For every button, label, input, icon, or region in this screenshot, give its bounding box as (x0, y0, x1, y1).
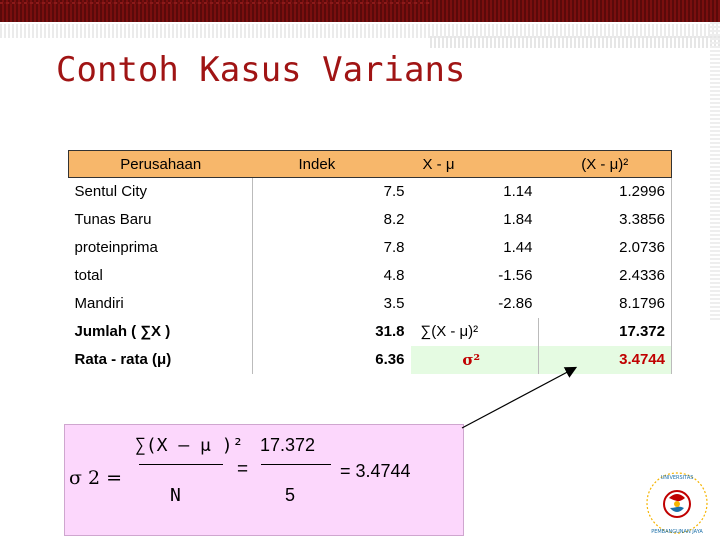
row-indek: 4.8 (253, 262, 411, 290)
formula-sum-value: 17.372 (260, 435, 316, 455)
sum-squares-value: 17.372 (539, 318, 672, 346)
row-company: proteinprima (74, 239, 158, 256)
row-company: Tunas Baru (74, 211, 152, 228)
variance-symbol (411, 346, 539, 374)
formula-result: = 3.4744 (340, 461, 411, 481)
formula-denominator: N (170, 485, 181, 506)
variance-value: 3.4744 (539, 346, 672, 374)
formula-numerator: ∑(X – μ )² (135, 435, 244, 456)
row-company: Mandiri (74, 295, 124, 312)
table-row (69, 234, 672, 262)
row-deviation: -1.56 (411, 262, 539, 290)
row-squared: 1.2996 (539, 178, 672, 206)
sum-label: Jumlah ( ∑X ) (74, 323, 171, 340)
row-indek: 7.8 (253, 234, 411, 262)
arrow-line (462, 368, 575, 428)
fraction-line (139, 464, 223, 465)
table-row (69, 178, 672, 206)
row-deviation: 1.84 (411, 206, 539, 234)
header-indek: Indek (253, 151, 411, 178)
average-value: 6.36 (253, 346, 411, 374)
average-row (69, 346, 672, 374)
row-deviation: 1.44 (411, 234, 539, 262)
sum-value: 31.8 (253, 318, 411, 346)
average-label: Rata - rata (μ) (74, 351, 172, 368)
row-deviation: 1.14 (411, 178, 539, 206)
sum-row (69, 318, 672, 346)
slide-title: Contoh Kasus Varians (56, 50, 466, 90)
formula-n-value: 5 (285, 485, 296, 505)
table-row (69, 262, 672, 290)
row-company: total (74, 267, 103, 284)
top-decorative-bar (0, 0, 720, 22)
sigma-squared-label: σ² (462, 350, 481, 369)
formula-lhs: σ 2 = (69, 467, 123, 489)
table-row (69, 290, 672, 318)
variance-formula-box (64, 424, 464, 536)
row-indek: 7.5 (253, 178, 411, 206)
header-deviation: X - μ (411, 151, 539, 178)
table-row (69, 206, 672, 234)
row-squared: 8.1796 (539, 290, 672, 318)
row-squared: 2.4336 (539, 262, 672, 290)
row-company: Sentul City (74, 183, 148, 201)
row-deviation: -2.86 (411, 290, 539, 318)
variance-table (68, 150, 672, 374)
row-squared: 2.0736 (539, 234, 672, 262)
sum-squares-label: ∑(X - μ)² (411, 318, 539, 346)
top-stripe (0, 2, 430, 4)
svg-text:UNIVERSITAS: UNIVERSITAS (660, 475, 694, 481)
svg-text:PEMBANGUNAN JAYA: PEMBANGUNAN JAYA (651, 529, 703, 535)
university-logo-icon (642, 470, 712, 536)
right-dotted-edge (710, 22, 720, 322)
fraction-line (261, 464, 331, 465)
dotted-pattern-right (430, 36, 720, 48)
row-indek: 8.2 (253, 206, 411, 234)
header-squared-deviation: (X - μ)² (539, 151, 672, 178)
row-squared: 3.3856 (539, 206, 672, 234)
row-indek: 3.5 (253, 290, 411, 318)
header-perusahaan: Perusahaan (69, 151, 253, 178)
formula-equals: = (237, 459, 249, 480)
table-header-row (69, 151, 672, 178)
